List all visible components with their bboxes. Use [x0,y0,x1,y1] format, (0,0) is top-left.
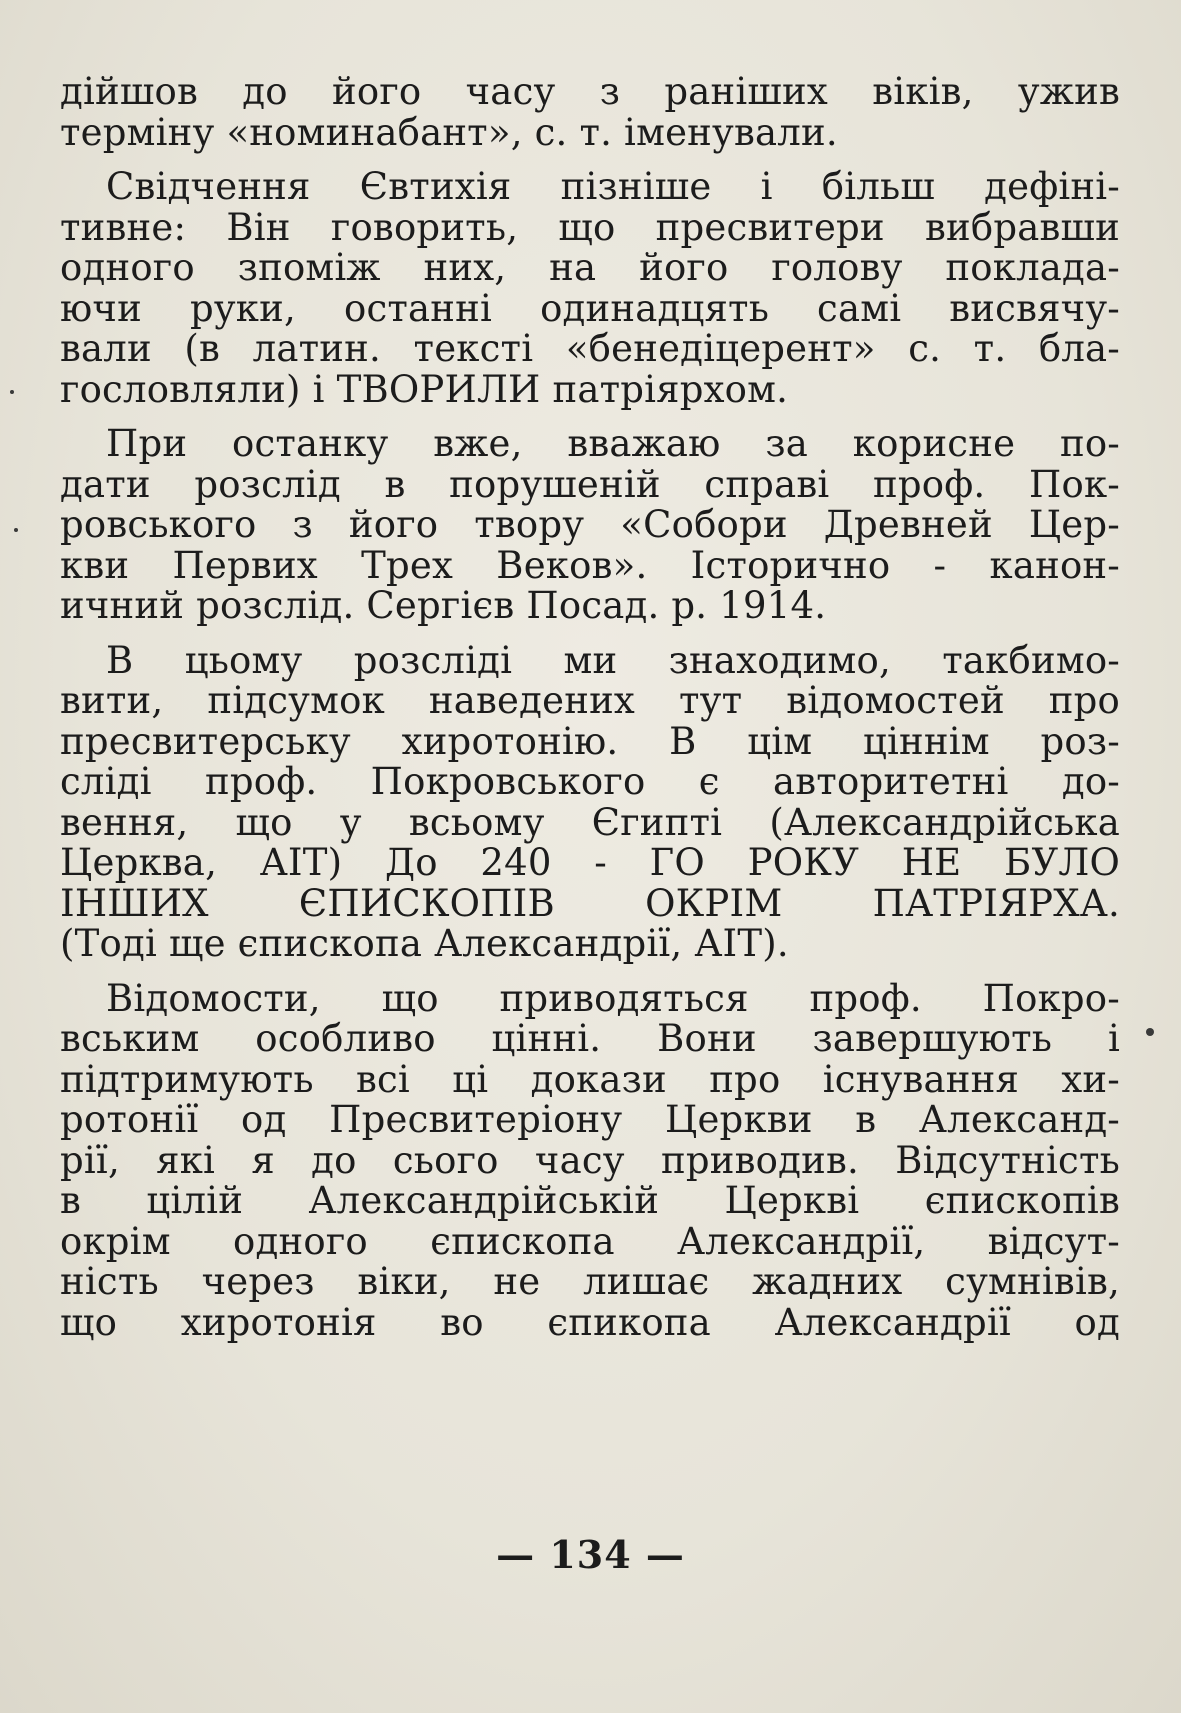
text-line: ючи руки, останні одинадцять самі висвячу- [60,286,1120,330]
text-line: вали (в латин. тексті «бенедіцерент» с. т. бла- [60,327,1120,370]
text-line: Свідчення Євтихія пізніше і більш дефіні- [106,165,1120,208]
paragraph-1 [60,72,1120,153]
page-number: — 134 — [496,1532,685,1577]
text-line: ність через віки, не лишає жадних сумнівів, [60,1260,1120,1303]
text-line: в цілій Александрійській Церкві єпископів [60,1179,1120,1222]
text-line: гословляли) і ТВОРИЛИ патріярхом. [60,367,789,411]
text-line: рії, які я до сього часу приводив. Відсутність [60,1138,1120,1182]
text-line: пресвитерську хиротонію. В цім ціннім роз- [60,719,1120,763]
text-line: ровського з його твору «Собори Древней Цер- [60,503,1120,546]
text-line: кви Первих Трех Веков». Історично - канон- [60,543,1120,587]
text-line: ротонії од Пресвитеріону Церкви в Александ- [60,1098,1120,1141]
print-speck [1146,1028,1154,1036]
text-line: (Тоді ще єпископа Александрії, АІТ). [60,922,789,965]
text-line: терміну «номинабант», с. т. іменували. [60,110,838,154]
text-line: підтримують всі ці докази про існування хи- [60,1057,1120,1101]
paragraph-5 [60,976,1120,1344]
page-body-text [60,72,1120,1357]
text-line: окрім одного єпископа Александрії, відсут- [60,1219,1120,1263]
text-line: вити, підсумок наведених тут відомостей про [60,679,1120,722]
text-line: вським особливо цінні. Вони завершують і [60,1017,1120,1060]
paragraph-3 [60,424,1120,627]
text-line: При останку вже, вважаю за корисне по- [106,422,1120,465]
paragraph-2 [60,167,1120,410]
text-line: дати розслід в порушеній справі проф. Пок- [60,462,1120,506]
text-line: В цьому розсліді ми знаходимо, такбимо- [106,638,1120,682]
text-line: що хиротонія во єпикопа Александрії од [60,1300,1120,1344]
text-line: вення, що у всьому Єгипті (Александрійська [60,800,1120,844]
text-line: тивне: Він говорить, що пресвитери вибравши [60,205,1120,249]
text-line: сліді проф. Покровського є авторитетні до- [60,760,1120,803]
text-line: ичний розслід. Сергієв Посад. р. 1914. [60,584,827,627]
text-line: одного зпоміж них, на його голову поклада- [60,246,1120,289]
print-speck [14,528,18,532]
text-line: дійшов до його часу з раніших віків, ужив [60,70,1120,113]
print-speck [10,390,14,394]
paragraph-4 [60,638,1120,965]
text-line: ІНШИХ ЄПИСКОПІВ ОКРІМ ПАТРІЯРХА. [60,881,1120,925]
text-line: Церква, АІТ) До 240 - ГО РОКУ НЕ БУЛО [60,841,1120,884]
text-line: Відомости, що приводяться проф. Покро- [106,976,1120,1020]
